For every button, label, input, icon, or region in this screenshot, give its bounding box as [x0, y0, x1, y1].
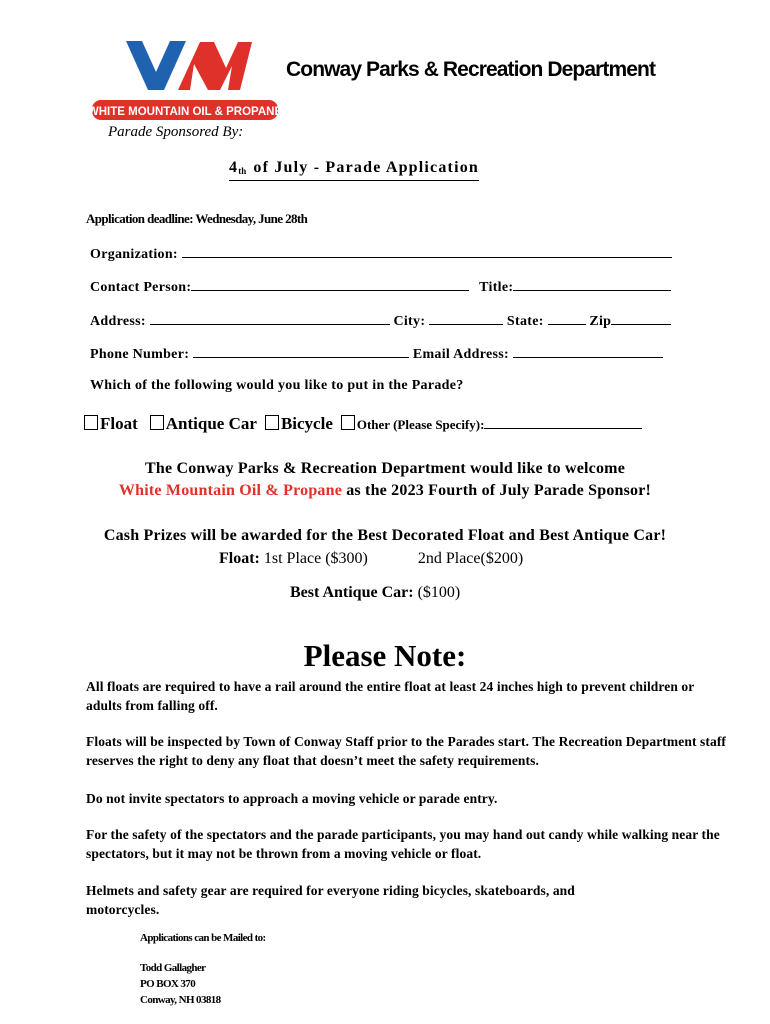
float-first-place: 1st Place ($300) — [259, 550, 368, 567]
organization-row — [90, 244, 672, 263]
phone-label: Phone Number: — [90, 347, 190, 362]
wm-logo-mark — [90, 38, 280, 122]
cash-prizes-headline: Cash Prizes will be awarded for the Best Decorated Float and Best Antique Car! — [103, 527, 667, 544]
email-label: Email Address: — [412, 347, 509, 362]
organization-label: Organization: — [90, 247, 178, 262]
sponsor-line — [0, 482, 770, 500]
address-label: Address: — [90, 314, 146, 329]
bicycle-checkbox[interactable] — [265, 415, 279, 430]
float-option-label: Float — [100, 414, 138, 433]
note-item: Do not invite spectators to approach a moving vehicle or parade entry. — [86, 791, 498, 806]
logo-brand-text: WHITE MOUNTAIN OIL & PROPANE — [90, 106, 280, 118]
entry-options — [84, 414, 642, 434]
antique-car-checkbox[interactable] — [150, 415, 164, 430]
contact-person-field[interactable] — [191, 277, 469, 291]
email-field[interactable] — [513, 344, 663, 358]
other-option-label: Other (Please Specify): — [356, 417, 485, 432]
sponsor-logo — [90, 38, 280, 122]
address-field[interactable] — [150, 311, 390, 325]
float-second-place: 2nd Place($200) — [417, 550, 524, 567]
phone-field[interactable] — [193, 344, 409, 358]
antique-prize-amount: ($100) — [417, 584, 461, 601]
other-specify-field[interactable] — [484, 416, 642, 429]
title-number: 4 — [229, 159, 239, 176]
mailing-city: Conway, NH 03818 — [140, 994, 221, 1006]
zip-field[interactable] — [611, 311, 671, 325]
note-item: For the safety of the spectators and the parade participants, you may hand out candy while walking near the spectators, but it may not be thrown from a moving vehicle or float. — [86, 827, 720, 861]
organization-field[interactable] — [182, 244, 672, 258]
contact-row — [90, 277, 671, 296]
note-item: All floats are required to have a rail around the entire float at least 24 inches high to prevent children or adults from falling off. — [86, 679, 695, 713]
mailing-name: Todd Gallagher — [140, 962, 206, 974]
contact-person-label: Contact Person: — [90, 280, 192, 295]
department-name: Conway Parks & Recreation Department — [286, 58, 656, 81]
mailing-label: Applications can be Mailed to: — [140, 932, 266, 944]
phone-row — [90, 344, 663, 363]
title-label: Title: — [479, 280, 514, 295]
please-note-heading: Please Note: — [303, 638, 467, 673]
title-rest: of July - Parade Application — [253, 159, 480, 176]
bicycle-option-label: Bicycle — [280, 414, 333, 433]
title-suffix: th — [238, 166, 247, 176]
antique-car-option-label: Antique Car — [165, 414, 257, 433]
other-checkbox[interactable] — [341, 415, 355, 430]
note-item: Floats will be inspected by Town of Conway Staff prior to the Parades start. The Recreation Department staff reserves the right to deny any float that doesn’t meet the safety requirements. — [86, 734, 727, 768]
address-row — [90, 311, 671, 330]
application-deadline: Application deadline: Wednesday, June 28th — [86, 211, 308, 226]
zip-label: Zip — [589, 314, 612, 329]
mailing-box: PO BOX 370 — [140, 978, 196, 990]
city-field[interactable] — [429, 311, 503, 325]
sponsor-line-rest: as the 2023 Fourth of July Parade Sponsor! — [342, 482, 652, 499]
float-checkbox[interactable] — [84, 415, 98, 430]
title-field[interactable] — [513, 277, 671, 291]
antique-prize-label: Best Antique Car: — [290, 584, 414, 601]
sponsor-name: White Mountain Oil & Propane — [118, 482, 343, 499]
float-prizes — [219, 550, 523, 568]
antique-car-prize — [290, 584, 460, 602]
float-prize-label: Float: — [219, 550, 260, 567]
sponsored-by-label: Parade Sponsored By: — [108, 124, 244, 140]
welcome-line: The Conway Parks & Recreation Department would like to welcome — [144, 460, 626, 477]
city-label: City: — [393, 314, 426, 329]
application-title — [229, 158, 479, 181]
note-item: Helmets and safety gear are required for everyone riding bicycles, skateboards, and motorcycles. — [86, 883, 575, 917]
parade-entry-question: Which of the following would you like to put in the Parade? — [90, 378, 464, 393]
state-label: State: — [506, 314, 544, 329]
state-field[interactable] — [548, 311, 586, 325]
